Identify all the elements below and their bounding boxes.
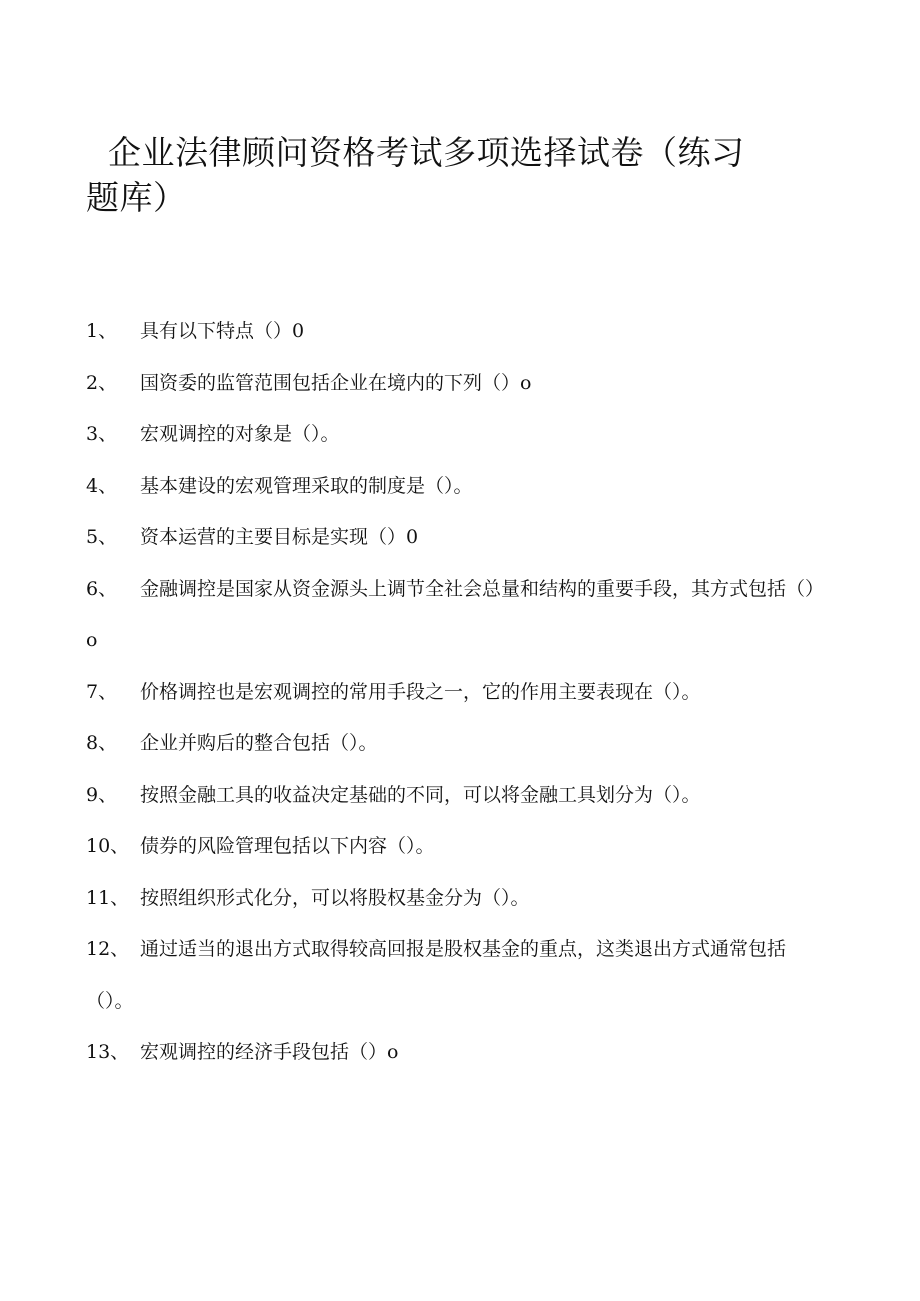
list-item xyxy=(86,409,826,461)
question-text: 宏观调控的对象是（）。 xyxy=(140,423,340,445)
question-number: 10、 xyxy=(86,835,130,857)
question-text: 企业并购后的整合包括（）。 xyxy=(140,732,378,754)
question-text: 按照金融工具的收益决定基础的不同，可以将金融工具划分为（）。 xyxy=(140,783,701,806)
question-number: 2、 xyxy=(86,371,118,394)
question-text: 按照组织形式化分，可以将股权基金分为（）。 xyxy=(140,886,530,909)
list-item xyxy=(86,924,826,1027)
question-text: 国资委的监管范围包括企业在境内的下列（）o xyxy=(140,371,532,394)
question-number: 7、 xyxy=(86,680,118,703)
question-list xyxy=(86,306,826,1079)
question-number: 3、 xyxy=(86,423,118,445)
question-number: 4、 xyxy=(86,474,118,497)
list-item xyxy=(86,873,826,925)
list-item xyxy=(86,564,826,667)
question-number: 8、 xyxy=(86,732,118,754)
question-text: 资本运营的主要目标是实现（）0 xyxy=(140,526,419,548)
question-text: 宏观调控的经济手段包括（）o xyxy=(140,1041,399,1063)
question-number: 6、 xyxy=(86,577,118,600)
question-number: 1、 xyxy=(86,320,118,342)
list-item xyxy=(86,770,826,822)
question-number: 12、 xyxy=(86,938,130,960)
question-text: 通过适当的退出方式取得较高回报是股权基金的重点，这类退出方式通常包括（）。 xyxy=(86,938,787,1012)
list-item xyxy=(86,306,826,358)
list-item xyxy=(86,667,826,719)
list-item xyxy=(86,1027,826,1079)
question-text: 基本建设的宏观管理采取的制度是（）。 xyxy=(140,474,473,497)
list-item xyxy=(86,821,826,873)
question-number: 11、 xyxy=(86,886,130,909)
question-text: 金融调控是国家从资金源头上调节全社会总量和结构的重要手段，其方式包括（）o xyxy=(86,577,825,651)
question-number: 9、 xyxy=(86,783,118,806)
page-title: 企业法律顾问资格考试多项选择试卷（练习题库） xyxy=(86,133,745,217)
question-text: 债券的风险管理包括以下内容（）。 xyxy=(140,835,435,857)
list-item xyxy=(86,358,826,410)
question-text: 具有以下特点（）0 xyxy=(140,320,305,342)
question-text: 价格调控也是宏观调控的常用手段之一，它的作用主要表现在（）。 xyxy=(140,680,701,703)
question-number: 5、 xyxy=(86,526,118,548)
list-item xyxy=(86,512,826,564)
question-number: 13、 xyxy=(86,1041,130,1063)
list-item xyxy=(86,461,826,513)
list-item xyxy=(86,718,826,770)
